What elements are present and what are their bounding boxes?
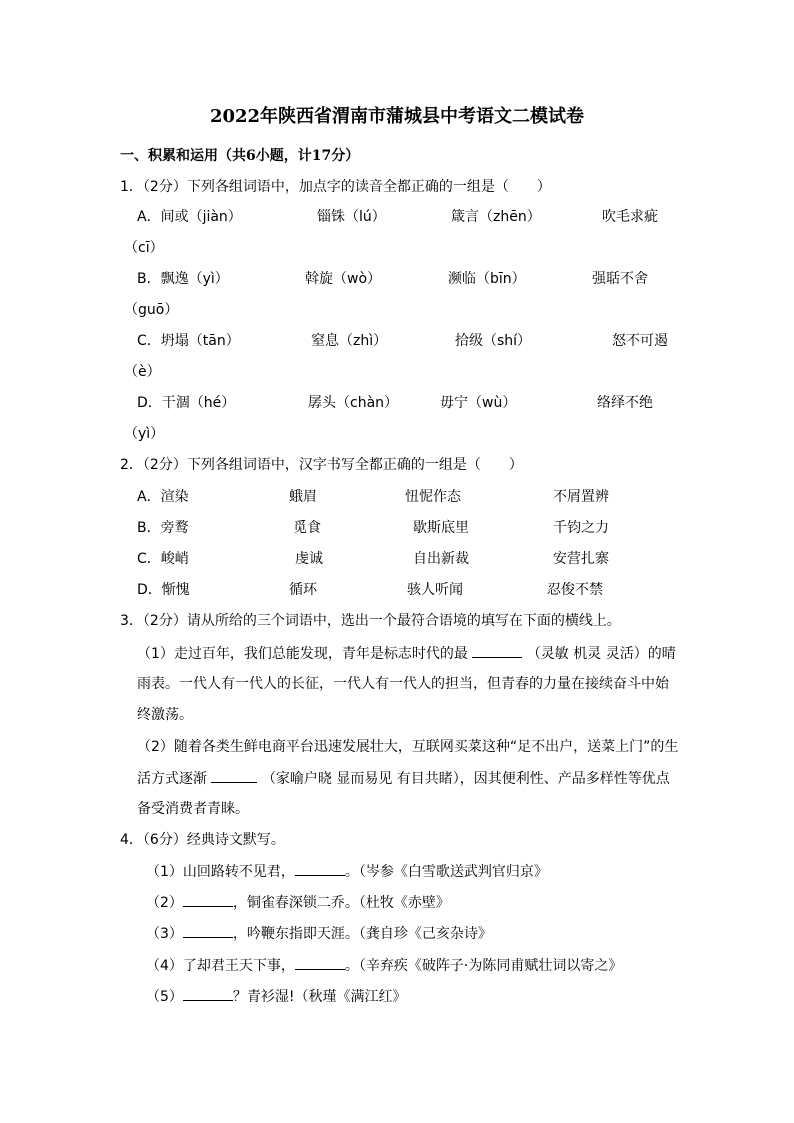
answer-blank[interactable] xyxy=(295,861,345,876)
option-text: 怒不可遏 xyxy=(612,333,668,349)
q3-stem: 3．（2分）请从所给的三个词语中，选出一个最符合语境的填写在下面的横线上。 xyxy=(120,613,621,629)
q3-part2-line2 xyxy=(137,768,670,789)
option-text: 毋宁（wù） xyxy=(440,395,517,411)
option-text: B．飘逸（yì） xyxy=(137,271,229,287)
q4-text: ？青衫湿!（秋瑾《满江红》 xyxy=(232,989,407,1005)
answer-blank[interactable] xyxy=(295,955,345,970)
q3-part2-line3: 备受消费者青睐。 xyxy=(137,801,249,817)
q4-text: 。（岑参《白雪歌送武判官归京》 xyxy=(344,864,548,880)
q3-part1-line2: 雨表。一代人有一代人的长征，一代人有一代人的担当，但青春的力量在接续奋斗中始 xyxy=(137,676,669,692)
option-text: 忍俊不禁 xyxy=(547,582,603,598)
q4-line-5 xyxy=(146,986,407,1007)
option-text: C．坍塌（tān） xyxy=(137,333,240,349)
option-text: A．渲染 xyxy=(137,489,189,505)
q4-stem: 4．（6分）经典诗文默写。 xyxy=(120,832,285,848)
option-text: 箴言（zhēn） xyxy=(451,209,541,225)
option-text: 孱头（chàn） xyxy=(308,395,399,411)
q4-text: （1）山回路转不见君， xyxy=(146,864,295,880)
q4-text: （3） xyxy=(146,926,183,942)
option-text: 强聒不舍 xyxy=(592,271,648,287)
q4-text: （5） xyxy=(146,989,183,1005)
option-text: （è） xyxy=(124,364,161,380)
option-text: D．惭愧 xyxy=(137,582,190,598)
option-text: 络绎不绝 xyxy=(597,395,653,411)
answer-blank[interactable] xyxy=(183,892,233,907)
option-text: （guō） xyxy=(124,302,179,318)
option-text: B．旁鹜 xyxy=(137,520,189,536)
option-text: A．间或（jiàn） xyxy=(137,209,242,225)
option-text: 锱铢（lú） xyxy=(317,209,386,225)
page-title: 2022年陕西省渭南市蒲城县中考语文二模试卷 xyxy=(209,106,585,127)
q1-stem: 1．（2分）下列各组词语中，加点字的读音全都正确的一组是（ ） xyxy=(120,179,551,195)
q4-text: （2） xyxy=(146,895,183,911)
q4-text: （4）了却君王天下事， xyxy=(146,958,295,974)
answer-blank[interactable] xyxy=(211,768,257,783)
option-text: C．峻峭 xyxy=(137,551,189,567)
q3-part1-line3: 终激荡。 xyxy=(137,707,193,723)
q4-line-3 xyxy=(146,923,492,944)
answer-blank[interactable] xyxy=(472,643,522,658)
q3-part2-line1: （2）随着各类生鲜电商平台迅速发展壮大，互联网买菜这种“足不出户，送菜上门”的生 xyxy=(137,739,679,755)
option-text: （cī） xyxy=(124,240,164,256)
option-text: 濒临（bīn） xyxy=(448,271,526,287)
answer-blank[interactable] xyxy=(183,923,233,938)
q4-line-1 xyxy=(146,861,548,882)
option-text: 忸怩作态 xyxy=(405,489,461,505)
q3-part1-line1 xyxy=(137,643,676,664)
q4-text: 。（辛弃疾《破阵子·为陈同甫赋壮词以寄之》 xyxy=(344,958,623,974)
q4-line-2 xyxy=(146,892,450,913)
q3-text: （1）走过百年，我们总能发现，青年是标志时代的最 xyxy=(137,646,468,662)
option-text: D．干涸（hé） xyxy=(137,395,236,411)
answer-blank[interactable] xyxy=(183,986,233,1001)
option-text: 循环 xyxy=(289,582,317,598)
q3-text: （灵敏 机灵 灵活）的晴 xyxy=(526,646,676,662)
option-text: 自出新裁 xyxy=(413,551,469,567)
q2-stem: 2．（2分）下列各组词语中，汉字书写全都正确的一组是（ ） xyxy=(120,457,523,473)
q3-text: 活方式逐渐 xyxy=(137,771,207,787)
q4-line-4 xyxy=(146,955,622,976)
section-heading: 一、积累和运用（共6小题，计17分） xyxy=(120,148,360,164)
option-text: 拾级（shí） xyxy=(455,333,532,349)
option-text: 安营扎寨 xyxy=(553,551,609,567)
option-text: 不屑置辨 xyxy=(553,489,609,505)
q3-text: （家喻户晓 显而易见 有目共睹），因其便利性、产品多样性等优点 xyxy=(261,771,670,787)
option-text: 虔诚 xyxy=(295,551,323,567)
option-text: （yì） xyxy=(124,426,165,442)
option-text: 觅食 xyxy=(293,520,321,536)
option-text: 歇斯底里 xyxy=(413,520,469,536)
option-text: 窒息（zhì） xyxy=(311,333,388,349)
option-text: 吹毛求疵 xyxy=(602,209,658,225)
option-text: 骇人听闻 xyxy=(407,582,463,598)
option-text: 斡旋（wò） xyxy=(305,271,382,287)
option-text: 千钧之力 xyxy=(553,520,609,536)
option-text: 蛾眉 xyxy=(289,489,317,505)
q4-text: ，铜雀春深锁二乔。（杜牧《赤壁》 xyxy=(232,895,450,911)
q4-text: ，吟鞭东指即天涯。（龚自珍《己亥杂诗》 xyxy=(232,926,492,942)
